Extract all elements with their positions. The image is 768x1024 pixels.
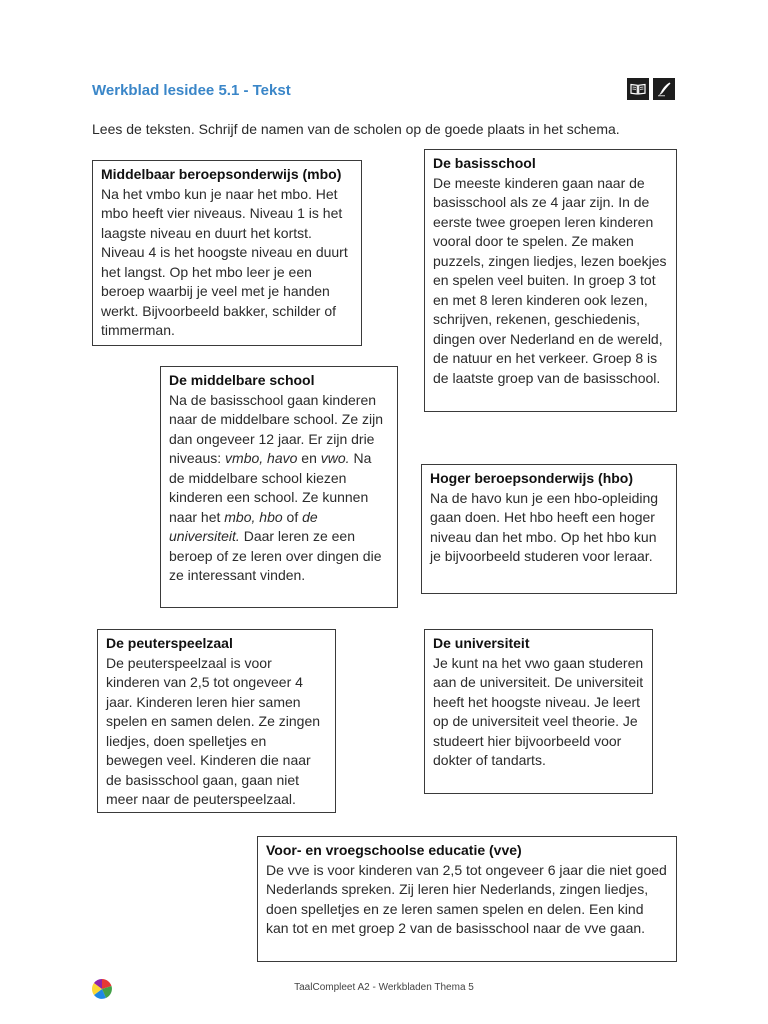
box-title: Voor- en vroegschoolse educatie (vve) bbox=[266, 842, 522, 858]
box-title: De basisschool bbox=[433, 155, 536, 171]
text-box-peuterspeelzaal bbox=[97, 629, 336, 813]
box-text: De meeste kinderen gaan naar de basisschool als ze 4 jaar zijn. In de eerste twee groepen leren kinderen vooral door te spelen. Ze maken puzzels, zingen liedjes, lezen boekjes en spelen veel buiten. In groep 3 tot en met 8 leren kinderen ook lezen, schrijven, rekenen, geschiedenis, dingen over Nederland en de wereld, de natuur en het verkeer. Groep 8 is de laatste groep van de basisschool. bbox=[433, 174, 667, 386]
text-box-basisschool bbox=[424, 149, 677, 412]
instruction-text: Lees de teksten. Schrijf de namen van de scholen op de goede plaats in het schema. bbox=[92, 121, 620, 137]
page-title: Werkblad lesidee 5.1 - Tekst bbox=[92, 82, 291, 99]
text-box-mbo bbox=[92, 160, 362, 346]
text-box-universiteit bbox=[424, 629, 653, 794]
box-text: De vve is voor kinderen van 2,5 tot ongeveer 6 jaar die niet goed Nederlands spreken. Zij leren hier Nederlands, zingen liedjes, doen spelletjes en ze leren samen spelen en delen. Een kind kan tot en met groep 2 van de basisschool naar de vve gaan. bbox=[266, 861, 667, 936]
box-title: De middelbare school bbox=[169, 372, 315, 388]
box-text: Na de havo kun je een hbo-opleiding gaan doen. Het hbo heeft een hoger niveau dan het mbo. Op het hbo kun je bijvoorbeeld studeren voor leraar. bbox=[430, 489, 659, 564]
text-box-hbo bbox=[421, 464, 677, 594]
box-text: De peuterspeelzaal is voor kinderen van 2,5 tot ongeveer 4 jaar. Kinderen leren hier samen spelen en samen delen. Ze zingen liedjes, doen spelletjes en bewegen veel. Kinderen die naar de basisschool gaan, gaan niet meer naar de peuterspeelzaal. bbox=[106, 654, 321, 807]
header-icons bbox=[627, 78, 675, 100]
text-box-vve bbox=[257, 836, 677, 962]
box-title: Middelbaar beroepsonderwijs (mbo) bbox=[101, 166, 342, 182]
box-text: Je kunt na het vwo gaan studeren aan de universiteit. De universiteit heeft het hoogste niveau. Je leert op de universiteit veel theorie. Je studeert hier bijvoorbeeld voor dokter of tandarts. bbox=[433, 654, 644, 768]
book-icon bbox=[627, 78, 649, 100]
box-text: Na het vmbo kun je naar het mbo. Het mbo heeft vier niveaus. Niveau 1 is het laagste niveau en duurt het kortst. Niveau 4 is het hoogste niveau en duurt het langst. Op het mbo leer je een beroep waarbij je veel met je handen werkt. Bijvoorbeeld bakker, schilder of timmerman. bbox=[101, 185, 348, 338]
pen-icon bbox=[653, 78, 675, 100]
box-text: Na de basisschool gaan kinderen naar de middelbare school. Ze zijn dan ongeveer 12 jaar. Er zijn drie niveaus: vmbo, havo en vwo. Na de middelbare school kiezen kinderen een school. Ze kunnen naar het mbo, hbo of de universiteit. Daar leren ze een beroep of ze leren over dingen die ze interessant vinden. bbox=[169, 391, 384, 583]
footer-text: TaalCompleet A2 - Werkbladen Thema 5 bbox=[294, 982, 474, 993]
box-title: De peuterspeelzaal bbox=[106, 635, 233, 651]
text-box-middelbare-school bbox=[160, 366, 398, 608]
box-title: De universiteit bbox=[433, 635, 530, 651]
box-title: Hoger beroepsonderwijs (hbo) bbox=[430, 470, 634, 486]
